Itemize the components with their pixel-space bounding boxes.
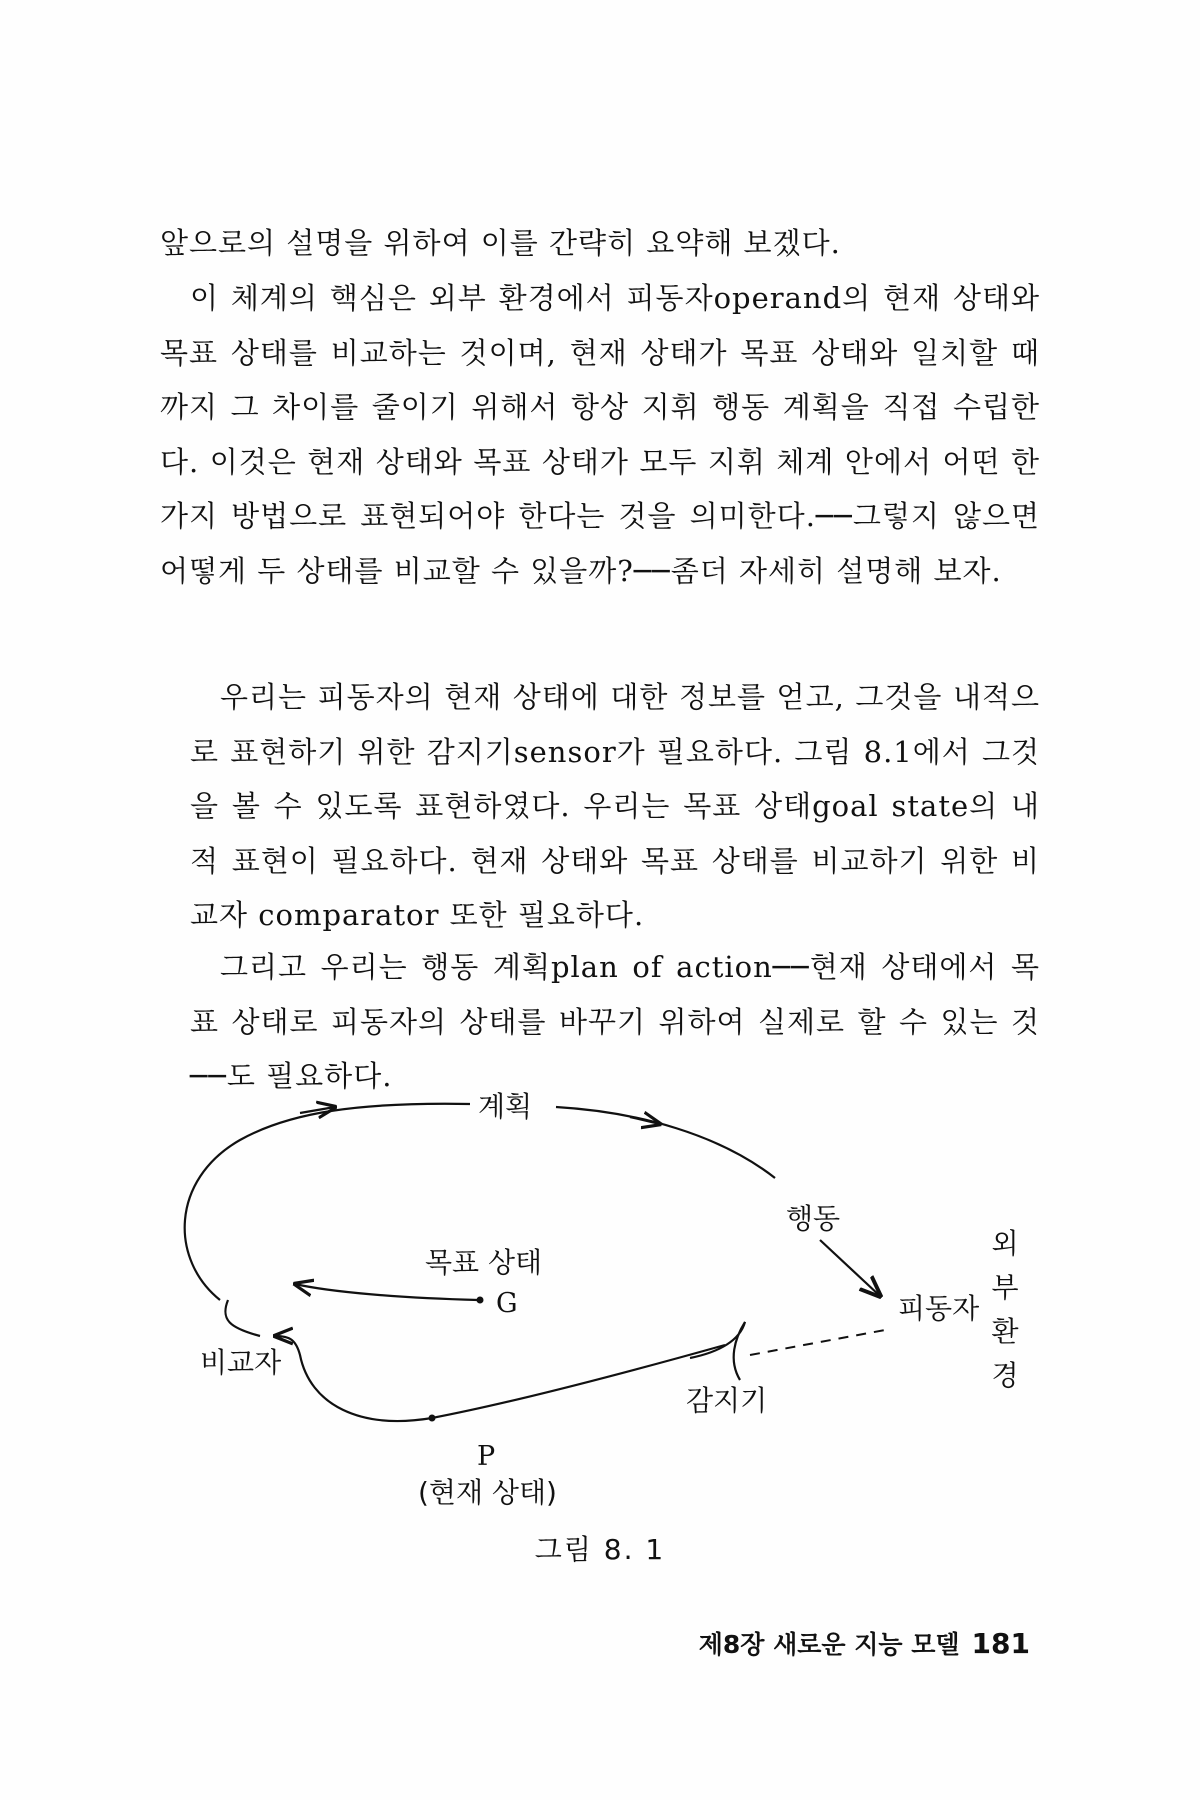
label-p: P [477,1441,496,1472]
plan-arrow-right [630,1117,660,1124]
plan-arc-right [556,1107,775,1178]
label-operand: 피동자 [898,1292,980,1325]
label-goal-state: 목표 상태 [425,1246,543,1279]
intro-paragraph: 앞으로의 설명을 위하여 이를 간략히 요약해 보겠다. [160,226,841,260]
quote-paragraph-2: 그리고 우리는 행동 계획plan of action──현재 상태에서 목표 상태로 피동자의 상태를 바꾸기 위하여 실제로 할 수 있는 것──도 필요하다. [190,950,1040,1093]
action-arrow [820,1240,880,1296]
sensor-dashed-line [750,1330,885,1355]
core-paragraph: 이 체계의 핵심은 외부 환경에서 피동자operand의 현재 상태와 목표 상태를 비교하는 것이며, 현재 상태가 목표 상태와 일치할 때까지 그 차이를 줄이기 위해서 항상 지휘 행동 계획을 직접 수립한다. 이것은 현재 상태와 목표 상태가 모두 지휘 체계 안에서 어떤 한 가지 방법으로 표현되어야 한다는 것을 의미한다.──그렇지 않으면 어떻게 두 상태를 비교할 수 있을까?──좀더 자세히 설명해 보자. [160,281,1040,588]
sensor-shape [690,1322,745,1380]
label-plan: 계획 [478,1090,533,1123]
page-number: 181 [971,1627,1030,1660]
goal-arrow [295,1284,478,1300]
current-state-point [429,1415,436,1422]
current-state-path [275,1336,725,1421]
label-comparator: 비교자 [200,1346,282,1379]
figure-caption: 그림 8. 1 [534,1533,666,1566]
chapter-title: 제8장 새로운 지능 모델 [698,1630,960,1659]
page-footer [699,1625,1030,1661]
comparator-inner-curve [225,1300,260,1336]
goal-point [477,1297,484,1304]
label-g: G [496,1288,518,1319]
label-current-state: (현재 상태) [418,1476,557,1509]
label-external-environment: 외부환경 [991,1227,1019,1392]
label-sensor: 감지기 [686,1384,768,1417]
quote-paragraph-1: 우리는 피동자의 현재 상태에 대한 정보를 얻고, 그것을 내적으로 표현하기 위한 감지기sensor가 필요하다. 그림 8.1에서 그것을 볼 수 있도록 표현하였다. 우리는 목표 상태goal state의 내적 표현이 필요하다. 현재 상태와 목표 상태를 비교하기 위한 비교자 comparator 또한 필요하다. [190,680,1040,932]
label-action: 행동 [786,1202,841,1235]
